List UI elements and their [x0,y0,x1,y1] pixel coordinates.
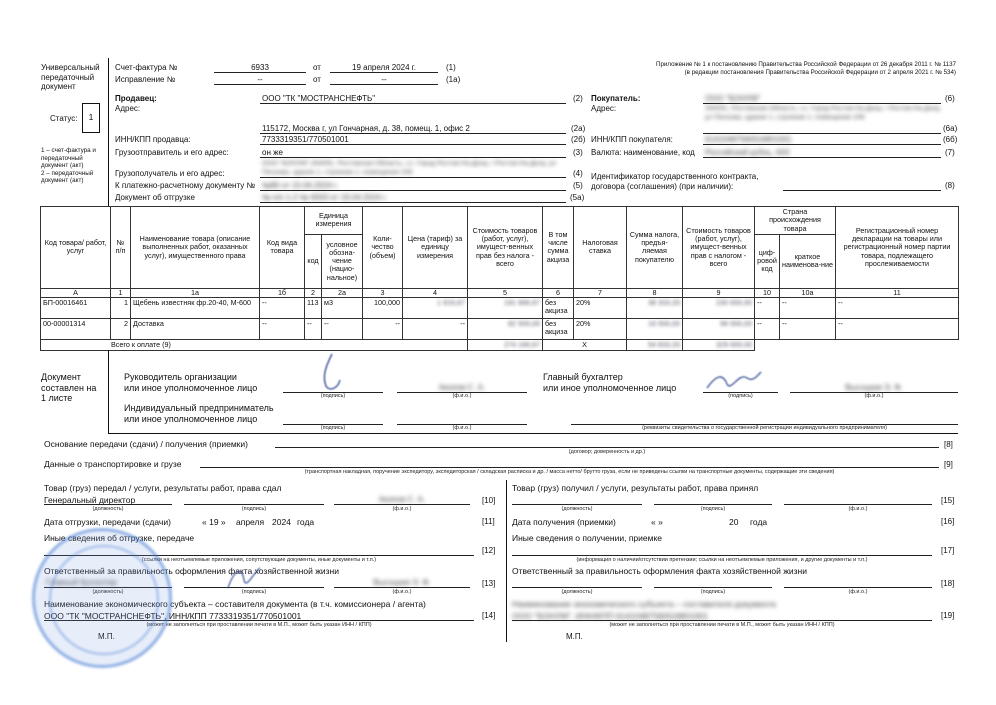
resp-name: Высоцкая Э. Ф. [373,578,431,587]
shipper-label: Грузоотправитель и его адрес: [115,148,229,157]
receive-other-note: (информация о наличии/отсутствии претензии; ссылки на неотъемлемые приложения, и другие документы и т.п.) [576,557,868,563]
underline [275,447,939,448]
code-6b: (6б) [943,135,958,144]
seller-address: 115172, Москва г, ул Гончарная, д. 38, помещ. 1, офис 2 [262,124,470,133]
cell-qty: 100,000 [363,298,403,319]
underline [334,504,470,505]
th-kind: Код вида товара [260,207,305,289]
ip-req-note: (реквизиты свидетельства о государственной регистрации индивидуального предпринимателя) [642,425,887,431]
total-sum: 329 000,00 [716,340,752,350]
fio-note: (ф.и.о.) [392,506,412,512]
mp-left: М.П. [98,632,115,641]
th-rate: Налоговая ставка [574,207,627,289]
code-13: [13] [482,579,496,588]
th-code: Код товара/ работ, услуг [41,207,111,289]
transport-label: Данные о транспортировке и грузе [44,459,182,469]
table-row [41,319,959,340]
payment-doc: №80 от 15.04.2024 г. [262,181,339,190]
entity-note: (может не заполняться при проставлении печати в М.П., может быть указан ИНН / КПП) [146,622,372,628]
th-unit-code: код [305,234,322,288]
receive-entity-note: (может не заполняться при проставлении печати в М.П., может быть указан ИНН / КПП) [609,622,835,628]
underline [260,202,566,203]
handed-position: Генеральный директор [44,495,136,505]
code-11: [11] [482,517,495,526]
index-cell: 10а [780,288,836,297]
index-cell: 2а [322,288,363,297]
resp-label: Ответственный за правильность оформления факта хозяйственной жизни [44,566,339,576]
underline [260,190,566,191]
buyer-name: ООО "БОНУМ" [705,94,761,103]
th-num: № п/п [111,207,131,289]
fio-note: (ф.и.о.) [392,589,412,595]
resp-signature [224,562,264,594]
sign-note: (подпись) [241,589,267,595]
composed-line: составлен на [41,382,97,393]
cell-reg: -- [836,319,959,340]
index-cell: А [41,288,111,297]
code-8b: [8] [944,440,953,449]
cell-unit-code: 113 [305,298,322,319]
cell-rate: 20% [574,298,627,319]
appendix-note [600,61,956,77]
cell-name: Щебень известняк фр.20-40, М-600 [131,298,260,319]
buyer-label: Покупатель: [591,94,641,103]
accountant-label-line: Главный бухгалтер [543,372,623,382]
status-note-line: документ (акт) [41,162,84,170]
index-row [41,288,959,297]
sign-bottom-line [108,433,958,434]
underline [260,157,566,158]
cell-cost: 82 500,00 [508,319,540,329]
shipping-doc-label: Документ об отгрузке [115,193,195,202]
status-note [41,147,96,185]
ship-date-label: Дата отгрузки, передачи (сдачи) [44,517,171,527]
goods-table [40,206,959,351]
total-cost: 274 166,67 [504,340,540,350]
status-note-line: передаточный [41,154,83,162]
left-divider [108,58,109,206]
contract-label [591,172,758,192]
code-1: (1) [446,63,456,72]
status-note-line: 1 – счет-фактура и [41,147,96,154]
invoice-label: Счет-фактура № [115,63,178,72]
cell-reg: -- [836,298,959,319]
code-2b: (2б) [571,135,586,144]
seller-address-label: Адрес: [115,104,141,113]
underline [784,504,932,505]
receive-day: « » [651,517,663,527]
received-label: Товар (груз) получил / услуги, результаты работ, права принял [512,483,759,493]
head-label-line: Руководитель организации [124,372,237,382]
doc-type-line: Универсальный [41,63,100,72]
composed-note [41,372,96,404]
code-12: [12] [482,546,496,555]
head-signature [318,352,348,394]
code-7: (7) [945,148,955,157]
head-label-line: или иное уполномоченное лицо [124,382,258,393]
buyer-address-label: Адрес: [591,104,617,113]
cell-unit-code: -- [305,319,322,340]
company-stamp [32,528,172,668]
total-tax: 54 833,33 [648,340,680,350]
shipping-doc: № п/п 1-2 № 6933 от 19.04.2024 г. [262,193,388,202]
code-3: (3) [573,148,583,157]
buyer-inn: 6141048758/616801001 [705,135,792,144]
index-cell: 1б [260,288,305,297]
basis-note: (договор; доверенность и др.) [568,449,646,455]
underline [703,157,941,158]
total-label: Всего к оплате (9) [41,340,468,351]
index-cell: 10 [755,288,780,297]
underline [512,504,642,505]
cell-price: 1 916,67 [437,298,465,308]
handed-label: Товар (груз) передал / услуги, результаты работ, права сдал [44,483,282,493]
code-5a: (5а) [570,193,585,202]
center-divider [506,480,507,642]
appendix-line: (в редакции постановления Правительства Российской Федерации от 2 апреля 2021 г. № 534) [684,69,956,76]
cell-unit-name: -- [322,319,363,340]
cell-country-code: -- [755,319,780,340]
fio-note: (ф.и.о.) [864,393,884,399]
cell-code: 00-00001314 [41,319,111,340]
consignee: ООО "БОНУМ",344091, Ростовская Область, г.о. Город Ростов-На-Дону, г Ростов-На-Дону, ул Песнова, здание 1, строение 1, помещение 206 [262,160,557,176]
seller-label: Продавец: [115,94,157,103]
index-cell: 3 [363,288,403,297]
index-cell: 1а [131,288,260,297]
consignee-label: Грузополучатель и его адрес: [115,169,225,178]
code-4: (4) [573,169,583,178]
fio-note: (ф.и.о.) [848,506,868,512]
buyer-address: 344091, Ростовская Область, г.о. Город Ростов-На-Дону, г Ростов-На-Дону, ул Песнова, здание 1, строение 1, помещение 206 [705,105,941,121]
underline [44,504,172,505]
head-name: Акопов С. А. [438,383,486,392]
receive-entity-label: Наименование экономического субъекта – составителя документа [512,599,776,609]
cell-unit-name: м3 [322,298,363,319]
pos-note: (должность) [92,589,124,595]
th-country-code: циф-ровой код [755,234,780,288]
pos-note: (должность) [561,589,593,595]
cell-excise: без акциза [543,319,574,340]
cell-kind: -- [260,298,305,319]
code-17: [17] [941,546,955,555]
index-cell: 9 [683,288,755,297]
invoice-date: 19 апреля 2024 г. [352,63,416,72]
cell-total: 230 000,00 [716,298,752,308]
sign-note: (подпись) [241,506,267,512]
cell-country-name: -- [780,319,836,340]
sign-note: (подпись) [320,393,346,399]
underline [214,84,306,85]
contract-label-line: Идентификатор государственного контракта, [591,172,759,181]
receive-entity: ООО "БОНУМ", ИНН/КПП 6141048758/616801001 [512,611,709,621]
basis-label: Основание передачи (сдачи) / получения (приемки) [44,439,248,449]
correction-number: -- [257,75,263,84]
code-10: [10] [482,496,496,505]
receive-year-suffix: года [750,517,768,527]
table-row [41,298,959,319]
underline [214,72,306,73]
cell-country-code: -- [755,298,780,319]
index-cell: 8 [627,288,683,297]
currency-label: Валюта: наименование, код [591,148,695,157]
cell-cost: 191 666,67 [504,298,540,308]
index-cell: 5 [468,288,543,297]
fio-note: (ф.и.о.) [452,425,472,431]
ip-label-line: или иное уполномоченное лицо [124,413,258,424]
th-country: Страна происхождения товара [755,207,836,235]
cell-num: 1 [111,298,131,319]
entity-label: Наименование экономического субъекта – составителя документа (в т.ч. комиссионера / агента) [44,599,426,609]
code-5: (5) [573,181,583,190]
sign-note: (подпись) [700,589,726,595]
transport-note: (транспортная накладная, поручение экспедитору, экспедиторская / складская расписка и др. / масса нетто/ брутто груза, если не приведены ссылки на транспортные документы, содержащие эти сведения) [304,469,835,475]
underline [784,587,932,588]
other-note: (ссылки на неотъемлемые приложения, сопутствующие документы, иные документы и т.п.) [141,557,377,563]
index-cell: 4 [403,288,468,297]
cell-num: 2 [111,319,131,340]
total-x: X [543,340,627,351]
th-reg: Регистрационный номер декларации на товары или регистрационный номер партии товара, подлежащего прослеживаемости [836,207,959,289]
th-unit-name: условное обозна-чение (нацио-нальное) [322,234,363,288]
code-2a: (2а) [571,124,586,133]
seller-inn: 7733319351/770501001 [262,135,349,144]
sign-note: (подпись) [728,393,753,399]
correction-date: -- [381,75,387,84]
cell-excise: без акциза [543,298,574,319]
accountant-label [543,372,676,393]
underline [200,467,939,468]
buyer-inn-label: ИНН/КПП покупателя: [591,135,673,144]
cell-tax: 38 333,33 [648,298,680,308]
cell-total: 99 000,00 [720,319,752,329]
pos-note: (должность) [561,506,593,512]
total-row [41,340,959,351]
index-cell: 2 [305,288,322,297]
status-box: 1 [82,103,100,133]
sign-divider [108,350,109,433]
from-label: от [313,75,321,84]
underline [512,620,932,621]
accountant-signature [705,368,763,394]
code-6a: (6а) [943,124,958,133]
sign-note: (подпись) [320,425,346,431]
pos-note: (должность) [92,506,124,512]
code-2: (2) [573,94,583,103]
ship-year: 2024 [272,517,291,527]
ship-day: « 19 » [202,517,226,527]
appendix-line: Приложение № 1 к постановлению Правительства Российской Федерации от 26 декабря 2011 г. № 1137 [656,61,956,68]
code-6: (6) [945,94,955,103]
cell-country-name: -- [780,298,836,319]
underline [703,144,941,145]
doc-type-line: документ [41,82,76,91]
status-label: Статус: [50,114,78,123]
th-total: Стоимость товаров (работ, услуг), имущест-венных прав с налогом - всего [683,207,755,289]
index-cell: 7 [574,288,627,297]
code-18: [18] [941,579,955,588]
status-note-line: 2 – передаточный [41,169,94,177]
th-price: Цена (тариф) за единицу измерения [403,207,468,289]
index-cell: 11 [836,288,959,297]
fio-note: (ф.и.о.) [848,589,868,595]
code-1a: (1а) [446,75,461,84]
code-19: [19] [941,611,955,620]
underline [654,587,772,588]
fio-note: (ф.и.о.) [452,393,472,399]
invoice-number: 6933 [251,63,269,72]
th-tax: Сумма налога, предъя-ляемая покупателю [627,207,683,289]
receive-resp-label: Ответственный за правильность оформления факта хозяйственной жизни [512,566,807,576]
cell-price: -- [403,319,468,340]
resp-position: Главный бухгалтер [46,578,117,587]
from-label: от [313,63,321,72]
seller-name: ООО "ТК "МОСТРАНСНЕФТЬ" [262,94,376,103]
other-label: Иные сведения об отгрузке, передаче [44,533,195,543]
th-qty: Коли-чество (объем) [363,207,403,289]
ship-month: апреля [236,517,265,527]
status-note-line: документ (акт) [41,177,84,185]
code-15: [15] [941,496,955,505]
underline [654,504,772,505]
underline [703,133,941,134]
correction-label: Исправление № [115,75,176,84]
receive-year: 20 [729,517,739,527]
cell-code: БП-00016461 [41,298,111,319]
seller-inn-label: ИНН/КПП продавца: [115,135,191,144]
underline [330,84,438,85]
code-9: [9] [944,460,953,469]
code-16: [16] [941,517,955,526]
mp-right: М.П. [566,632,583,641]
code-8: (8) [945,181,955,190]
payment-label: К платежно-расчетному документу № [115,181,256,190]
th-unit: Единица измерения [305,207,363,235]
head-label [124,372,257,393]
code-14: [14] [482,611,496,620]
doc-type-line: передаточный [41,72,95,82]
underline [783,190,941,191]
ip-label [124,403,274,424]
ship-year-suffix: года [297,517,315,527]
handed-name: Акопов С. А. [378,495,426,504]
receive-date-label: Дата получения (приемки) [512,517,616,527]
underline [330,72,438,73]
cell-name: Доставка [131,319,260,340]
ip-label-line: Индивидуальный предприниматель [124,403,274,413]
currency: Российский рубль, 643 [705,148,790,157]
th-excise: В том числе сумма акциза [543,207,574,289]
composed-line: 1 листе [41,393,73,403]
underline [260,177,566,178]
th-country-name: краткое наименова-ние [780,234,836,288]
underline [512,587,642,588]
cell-qty: -- [363,319,403,340]
cell-kind: -- [260,319,305,340]
index-cell: 6 [543,288,574,297]
shipper: он же [262,148,283,157]
sign-note: (подпись) [700,506,726,512]
composed-line: Документ [41,372,81,382]
doc-type [41,63,100,92]
receive-other-label: Иные сведения о получении, приемке [512,533,663,543]
entity: ООО "ТК "МОСТРАНСНЕФТЬ", ИНН/КПП 7733319351/770501001 [44,611,302,621]
underline [512,555,932,556]
contract-label-line: договора (соглашения) (при наличии): [591,182,734,191]
underline [260,103,566,104]
th-name: Наименование товара (описание выполненных работ, оказанных услуг), имущественного права [131,207,260,289]
accountant-name: Высоцкая Э. Ф. [845,383,903,392]
th-cost: Стоимость товаров (работ, услуг), имущест-венных прав без налога - всего [468,207,543,289]
underline [260,133,566,134]
accountant-label-line: или иное уполномоченное лицо [543,382,677,393]
underline [260,144,566,145]
cell-tax: 16 500,00 [648,319,680,329]
underline [184,504,324,505]
cell-rate: 20% [574,319,627,340]
index-cell: 1 [111,288,131,297]
underline [334,587,470,588]
